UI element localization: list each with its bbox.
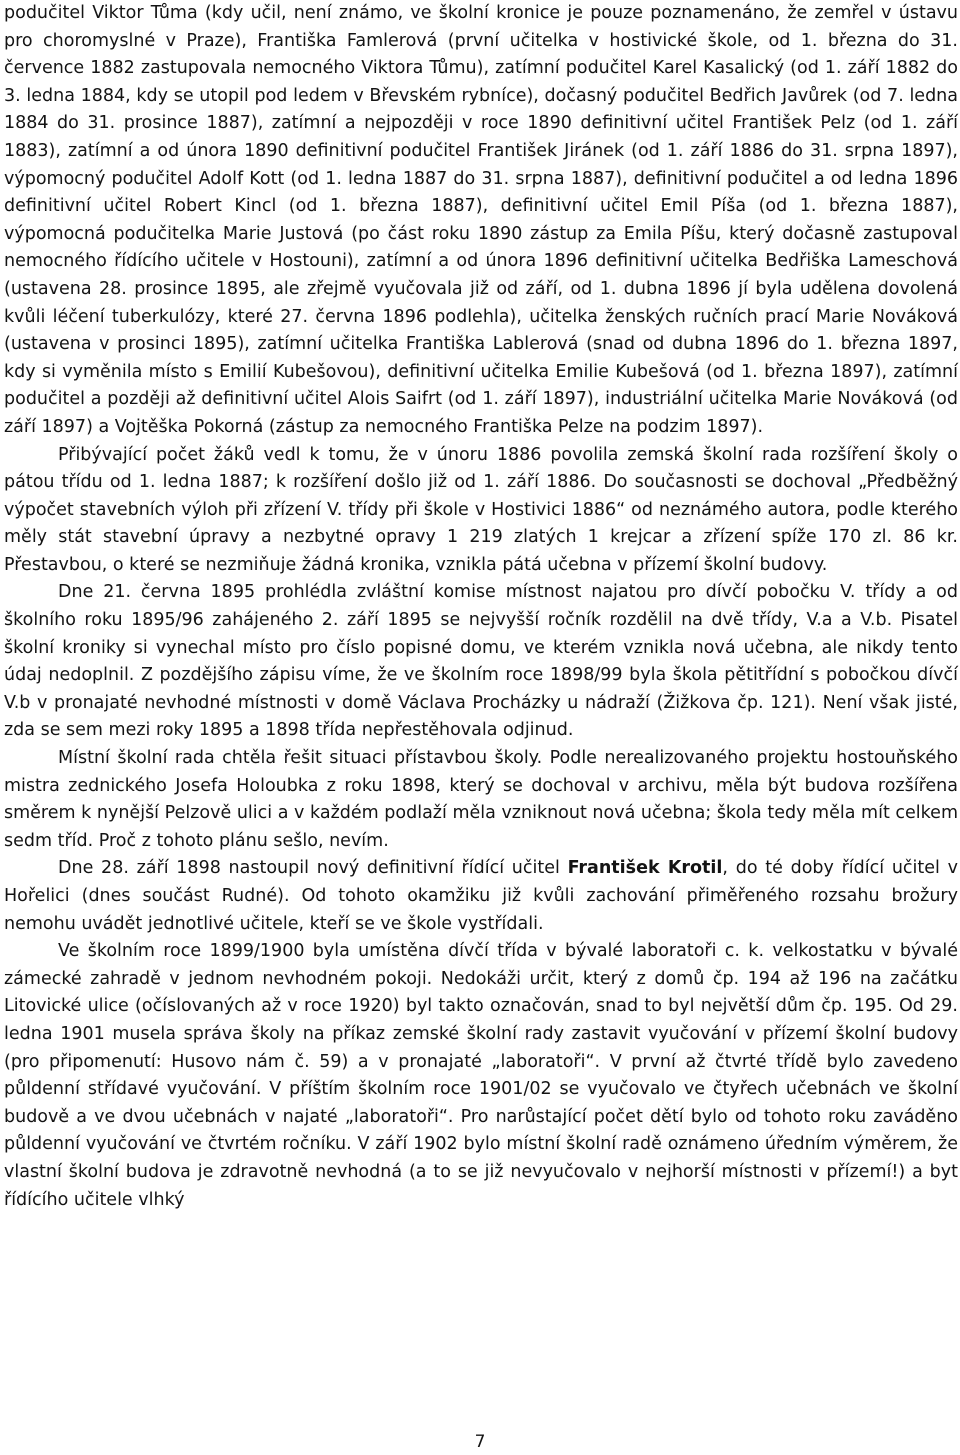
paragraph-new-headmaster bbox=[4, 855, 958, 938]
paragraph-text-after: , do té doby řídící učitel v Hořelici (dnes součást Rudné). Od tohoto okamžiku již kvůli zachování přiměřeného rozsahu brožury nemohu uvádět jednotlivé učitele, kteří se ve škole vystřídali. bbox=[4, 858, 958, 934]
document-page bbox=[4, 0, 958, 1214]
paragraph-text-before: Dne 28. září 1898 nastoupil nový definitivní řídící učitel bbox=[58, 858, 568, 879]
paragraph-fifth-class: Přibývající počet žáků vedl k tomu, že v únoru 1886 povolila zemská školní rada rozšíření školy o pátou třídu od 1. ledna 1887; k rozšíření došlo již od 1. září 1886. Do současnosti se dochoval „Předběžný výpočet stavebních výloh při zřízení V. třídy při škole v Hostivici 1886“ od neznámého autora, podle kterého měly stát stavební úpravy a nezbytné opravy 1 219 zlatých 1 krejcar a zřízení spíže 170 zl. 86 kr. Přestavbou, o které se nezmiňuje žádná kronika, vznikla pátá učebna v přízemí školní budovy. bbox=[4, 444, 958, 575]
paragraph-girls-branch: Dne 21. června 1895 prohlédla zvláštní komise místnost najatou pro dívčí pobočku V. třídy a od školního roku 1895/96 zahájeného 2. září 1895 se nejvyšší ročník rozdělil na dvě třídy, V.a a V.b. Pisatel školní kroniky si vynechal místo pro číslo popisné domu, ve kterém vznikla nová učebna, ale nikdy tento údaj nedoplnil. Z pozdějšího zápisu víme, že ve školním roce 1898/99 byla škola pětitřídní s pobočkou dívčí V.b v pronajaté nevhodné místnosti v domě Václava Procházky u nádraží (Žižkova čp. 121). Není však jisté, zda se sem mezi roky 1895 a 1898 třída nepřestěhovala odjinud. bbox=[4, 582, 958, 741]
headmaster-name: František Krotil bbox=[567, 858, 723, 879]
paragraph-teachers-list: podučitel Viktor Tůma (kdy učil, není známo, ve školní kronice je pouze poznamenáno, že zemřel v ústavu pro choromyslné v Praze), Františka Famlerová (první učitelka v hostivické škole, od 1. března do 31. července 1882 zastupovala nemocného Viktora Tůmu), zatímní podučitel Karel Kasalický (od 1. září 1882 do 3. ledna 1884, kdy se utopil pod ledem v Břevském rybníce), dočasný podučitel Bedřich Javůrek (od 7. ledna 1884 do 31. prosince 1887), zatímní a nejpozději v roce 1890 definitivní učitel František Pelz (od 1. září 1883), zatímní a od února 1890 definitivní podučitel František Jiránek (od 1. září 1886 do 31. srpna 1897), výpomocný podučitel Adolf Kott (od 1. ledna 1887 do 31. srpna 1887), definitivní podučitel a od ledna 1896 definitivní učitel Robert Kincl (od 1. března 1887), definitivní učitel Emil Píša (od 1. března 1887), výpomocná podučitelka Marie Justová (po část roku 1890 zástup za Emila Píšu, který dočasně zastupoval nemocného řídícího učitele v Hostouni), zatímní a od února 1896 definitivní učitelka Bedřiška Lameschová (ustavena 28. prosince 1895, ale zřejmě vyučovala již od září, od 1. dubna 1896 jí byla udělena dovolená kvůli léčení tuberkulózy, které 27. června 1896 podlehla), učitelka ženských ručních prací Marie Nováková (ustavena v prosinci 1895), zatímní učitelka Františka Lablerová (snad od dubna 1896 do 1. března 1897, kdy si vyměnila místo s Emilií Kubešovou), definitivní učitelka Emilie Kubešová (od 1. března 1897), zatímní podučitel a později až definitivní učitel Alois Saifrt (od 1. září 1897), industriální učitelka Marie Nováková (od září 1897) a Vojtěška Pokorná (zástup za nemocného Františka Pelze na podzim 1897). bbox=[4, 3, 958, 437]
paragraph-laboratory-class: Ve školním roce 1899/1900 byla umístěna dívčí třída v bývalé laboratoři c. k. velkostatku v bývalé zámecké zahradě v jednom nevhodném pokoji. Nedokáži určit, který z domů čp. 194 až 196 na začátku Litovické ulice (očíslovaných až v roce 1920) byl takto označován, snad to byl největší dům čp. 195. Od 29. ledna 1901 musela správa školy na příkaz zemské školní rady zastavit vyučování v přízemí školní budovy (pro připomenutí: Husovo nám č. 59) a v pronajaté „laboratoři“. V první až čtvrté třídě bylo zavedeno půldenní střídavé vyučování. V příštím školním roce 1901/02 se vyučovalo ve čtyřech učebnách ve školní budově a ve dvou učebnách v najaté „laboratoři“. Pro narůstající počet dětí bylo od tohoto roku zaváděno půldenní vyučování ve čtvrtém ročníku. V září 1902 bylo místní školní radě oznámeno úředním výměrem, že vlastní školní budova je zdravotně nevhodná (a to se již nevyučovalo v nejhorší místnosti v přízemí!) a byt řídícího učitele vlhký bbox=[4, 941, 958, 1210]
page-number: 7 bbox=[474, 1432, 486, 1452]
paragraph-extension-project: Místní školní rada chtěla řešit situaci přístavbou školy. Podle nerealizovaného projektu hostouňského mistra zednického Josefa Holoubka z roku 1898, který se dochoval v archivu, měla být budova rozšířena směrem k nynější Pelzově ulici a v každém podlaží měla vzniknout nová učebna; škola tedy měla mít celkem sedm tříd. Proč z tohoto plánu sešlo, nevím. bbox=[4, 748, 958, 851]
